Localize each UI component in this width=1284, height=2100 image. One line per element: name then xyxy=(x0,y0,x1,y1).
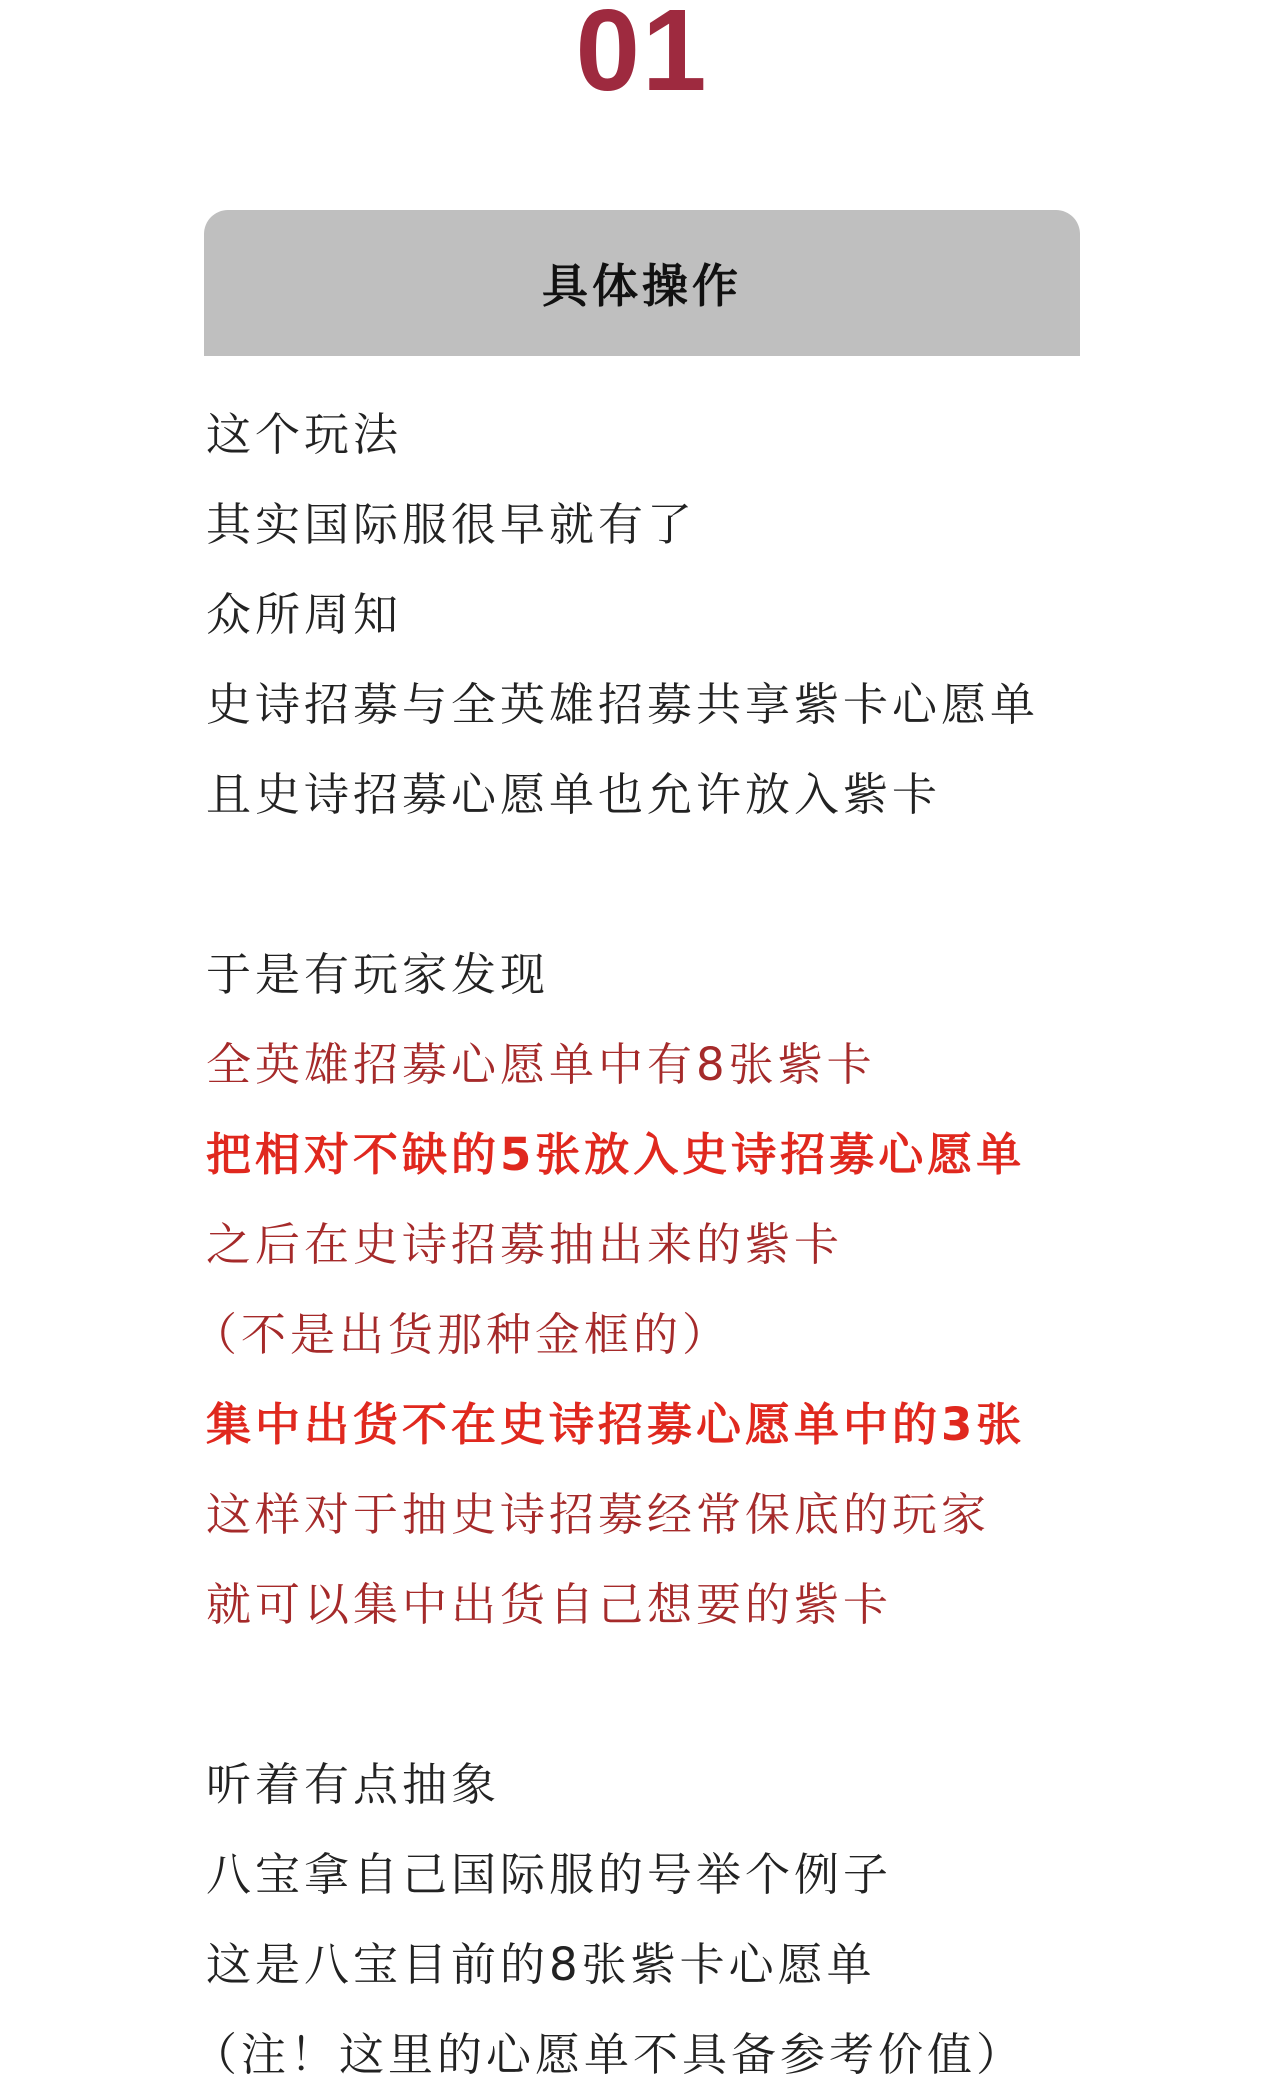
highlight-line-bold: 集中出货不在史诗招募心愿单中的3张 xyxy=(206,1398,1026,1451)
highlight-line: 全英雄招募心愿单中有8张紫卡 xyxy=(206,1038,876,1091)
text-line: （注！这里的心愿单不具备参考价值） xyxy=(192,2028,1026,2081)
section-number: 01 xyxy=(575,0,709,115)
section-header xyxy=(204,210,1080,356)
text-line: 听着有点抽象 xyxy=(206,1758,501,1811)
paragraph-1 xyxy=(206,390,1086,840)
highlight-line-bold: 把相对不缺的5张放入史诗招募心愿单 xyxy=(206,1128,1026,1181)
highlight-line: （不是出货那种金框的） xyxy=(192,1308,732,1361)
text-line: 众所周知 xyxy=(206,588,403,641)
section-header-title: 具体操作 xyxy=(542,259,742,313)
article-body xyxy=(192,390,1086,2100)
text-line: 这个玩法 xyxy=(206,408,403,461)
highlight-line: 之后在史诗招募抽出来的紫卡 xyxy=(206,1218,844,1271)
text-line: 且史诗招募心愿单也允许放入紫卡 xyxy=(206,768,942,821)
text-line: 其实国际服很早就有了 xyxy=(206,498,697,551)
text-line: 史诗招募与全英雄招募共享紫卡心愿单 xyxy=(206,678,1040,731)
text-line: 于是有玩家发现 xyxy=(206,948,550,1001)
paragraph-spacer xyxy=(206,840,1086,930)
paragraph-spacer xyxy=(206,1650,1086,1740)
paragraph-2 xyxy=(192,930,1086,1650)
text-line: 八宝拿自己国际服的号举个例子 xyxy=(206,1848,893,1901)
paragraph-3 xyxy=(192,1740,1086,2100)
highlight-line: 这样对于抽史诗招募经常保底的玩家 xyxy=(206,1488,991,1541)
text-line: 这是八宝目前的8张紫卡心愿单 xyxy=(206,1938,876,1991)
highlight-line: 就可以集中出货自己想要的紫卡 xyxy=(206,1578,893,1631)
